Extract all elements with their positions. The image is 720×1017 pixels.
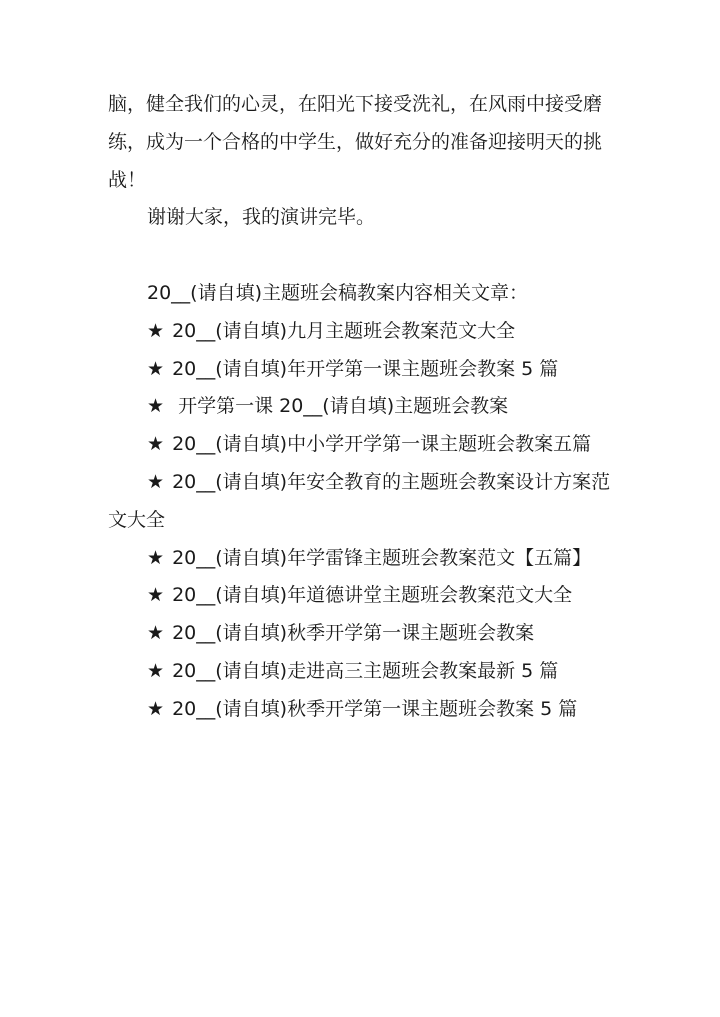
related-article-title: 20__(请自填)年道德讲堂主题班会教案范文大全 — [172, 584, 573, 607]
star-icon: ★ — [147, 546, 165, 569]
related-articles-heading: 20__(请自填)主题班会稿教案内容相关文章： — [147, 281, 529, 304]
blank-line — [108, 237, 616, 275]
related-article-title: 20__(请自填)九月主题班会教案范文大全 — [172, 319, 516, 342]
related-article-title: 20__(请自填)中小学开学第一课主题班会教案五篇 — [172, 433, 592, 456]
related-article-title: 20__(请自填)走进高三主题班会教案最新 5 篇 — [172, 659, 559, 682]
related-article-title: 20__(请自填)年安全教育的主题班会教案设计方案范 — [172, 470, 611, 493]
star-icon: ★ — [147, 319, 165, 342]
related-article-link[interactable] — [108, 313, 616, 351]
related-article-title: 20__(请自填)年开学第一课主题班会教案 5 篇 — [172, 357, 559, 380]
related-article-link[interactable] — [108, 577, 616, 615]
document-body — [108, 86, 616, 729]
related-article-link[interactable] — [108, 615, 616, 653]
related-article-title: 20__(请自填)年学雷锋主题班会教案范文【五篇】 — [172, 546, 592, 569]
star-icon: ★ — [147, 584, 165, 607]
related-article-link[interactable] — [108, 691, 616, 729]
star-icon: ★ — [147, 395, 165, 418]
related-article-link[interactable] — [108, 426, 616, 464]
speech-line-2: 练，成为一个合格的中学生，做好充分的准备迎接明天的挑 — [108, 130, 603, 153]
speech-line-1: 脑，健全我们的心灵，在阳光下接受洗礼，在风雨中接受磨 — [108, 93, 603, 115]
related-article-link[interactable] — [108, 540, 616, 578]
related-articles-list — [108, 313, 616, 729]
speech-line-3: 战！ — [108, 168, 147, 191]
related-article-title: 开学第一课 20__(请自填)主题班会教案 — [178, 395, 509, 418]
closing-thanks: 谢谢大家，我的演讲完毕。 — [147, 206, 376, 229]
related-article-link[interactable] — [108, 653, 616, 691]
star-icon: ★ — [147, 659, 165, 682]
related-article-link[interactable] — [108, 464, 616, 502]
related-article-title: 20__(请自填)秋季开学第一课主题班会教案 — [172, 622, 535, 645]
related-article-link[interactable] — [108, 351, 616, 389]
star-icon: ★ — [147, 622, 165, 645]
star-icon: ★ — [147, 433, 165, 456]
star-icon: ★ — [147, 470, 165, 493]
related-article-title-continuation[interactable]: 文大全 — [108, 508, 166, 531]
star-icon: ★ — [147, 697, 165, 720]
star-icon: ★ — [147, 357, 165, 380]
related-article-title: 20__(请自填)秋季开学第一课主题班会教案 5 篇 — [172, 697, 578, 720]
related-article-link[interactable] — [108, 388, 616, 426]
